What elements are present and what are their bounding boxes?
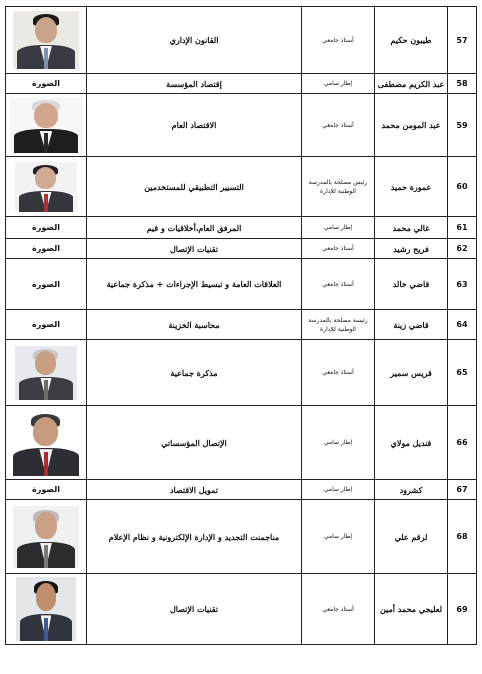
photo-cell	[6, 74, 87, 94]
num-cell	[448, 157, 477, 217]
photo-cell	[6, 310, 87, 340]
table-row	[6, 500, 477, 574]
subject-text: القانون الإداري	[169, 35, 219, 45]
subject-cell	[87, 217, 302, 239]
rank-text: أستاذ جامعي	[322, 36, 354, 44]
subject-cell	[87, 500, 302, 574]
name-cell	[375, 500, 448, 574]
portrait-photo	[16, 577, 76, 641]
photo-placeholder-label: الصورة	[32, 320, 60, 329]
name-cell	[375, 94, 448, 157]
rank-cell	[302, 500, 375, 574]
photo-cell	[6, 259, 87, 310]
photo-placeholder-label: الصورة	[32, 223, 60, 232]
rank-cell	[302, 310, 375, 340]
table-row	[6, 574, 477, 645]
num-cell	[448, 94, 477, 157]
name-text: قريس سمير	[390, 367, 432, 378]
photo-cell	[6, 239, 87, 259]
subject-cell	[87, 74, 302, 94]
subject-text: العلاقات العامة و تبسيط الإجراءات + مذكرة جماعية	[106, 279, 282, 289]
rank-cell	[302, 340, 375, 406]
rank-cell	[302, 94, 375, 157]
name-text: غالي محمد	[392, 222, 430, 233]
rank-text: إطار سامي	[323, 224, 353, 231]
photo-cell	[6, 480, 87, 500]
name-cell	[375, 340, 448, 406]
num-text: 61	[456, 223, 468, 232]
portrait-photo	[13, 506, 79, 568]
name-text: قاضي خالد	[392, 279, 430, 289]
num-text: 66	[456, 438, 468, 447]
num-cell	[448, 480, 477, 500]
rank-cell	[302, 239, 375, 259]
subject-text: تمويل الاقتصاد	[169, 484, 218, 495]
num-cell	[448, 340, 477, 406]
rank-cell	[302, 259, 375, 310]
table-row	[6, 157, 477, 217]
rank-text: إطار سامي	[323, 533, 353, 540]
table-row	[6, 406, 477, 480]
name-text: طيبون حكيم	[390, 35, 432, 45]
rank-text: رئيس مصلحة بالمدرسة الوطنية للإدارة	[308, 178, 368, 195]
num-text: 63	[456, 279, 468, 289]
portrait-photo	[15, 162, 77, 212]
num-text: 62	[456, 244, 468, 253]
subject-text: تقنيات الإتصال	[169, 604, 219, 614]
num-text: 68	[456, 532, 468, 541]
subject-cell	[87, 310, 302, 340]
rank-cell	[302, 574, 375, 645]
table-row	[6, 94, 477, 157]
subject-cell	[87, 7, 302, 74]
num-text: 67	[456, 485, 468, 494]
photo-cell	[6, 7, 87, 74]
table-row	[6, 74, 477, 94]
table-row	[6, 340, 477, 406]
subject-text: الاقتصاد العام	[171, 120, 217, 130]
rank-cell	[302, 74, 375, 94]
name-text: فريح رشيد	[393, 243, 429, 254]
portrait-photo	[10, 97, 82, 153]
rank-text: أستاذ جامعي	[322, 605, 354, 613]
name-cell	[375, 259, 448, 310]
table-row	[6, 310, 477, 340]
photo-placeholder-label: الصورة	[32, 79, 60, 88]
subject-text: تقنيات الإتصال	[169, 243, 219, 254]
num-cell	[448, 574, 477, 645]
rank-text: رئيسة مصلحة بالمدرسة الوطنية للإدارة	[308, 316, 368, 333]
num-text: 58	[456, 79, 468, 88]
subject-cell	[87, 480, 302, 500]
name-text: عمورة حميد	[390, 181, 432, 192]
table-row	[6, 480, 477, 500]
num-cell	[448, 259, 477, 310]
name-text: لرقم علي	[394, 531, 428, 542]
subject-text: الإتصال المؤسساتي	[161, 437, 227, 448]
subject-cell	[87, 406, 302, 480]
subject-cell	[87, 239, 302, 259]
rank-cell	[302, 7, 375, 74]
photo-cell	[6, 340, 87, 406]
photo-cell	[6, 94, 87, 157]
rank-text: أستاذ جامعي	[322, 121, 354, 129]
name-text: لعليجي محمد أمين	[379, 604, 443, 614]
portrait-photo	[9, 410, 83, 476]
subject-text: إقتصاد المؤسسة	[166, 78, 222, 89]
name-cell	[375, 239, 448, 259]
table-row	[6, 259, 477, 310]
photo-placeholder-label: الصورة	[32, 244, 60, 253]
name-text: عبد المومن محمد	[381, 120, 441, 130]
rank-text: أستاذ جامعي	[322, 369, 354, 376]
photo-cell	[6, 217, 87, 239]
num-text: 59	[456, 120, 468, 130]
num-cell	[448, 406, 477, 480]
subject-text: التسيير التطبيقي للمستخدمين	[144, 181, 244, 192]
num-text: 60	[456, 182, 468, 191]
name-text: قنديل مولاي	[390, 437, 432, 448]
subject-cell	[87, 259, 302, 310]
name-cell	[375, 406, 448, 480]
num-cell	[448, 74, 477, 94]
name-cell	[375, 74, 448, 94]
portrait-photo	[15, 346, 77, 400]
photo-cell	[6, 574, 87, 645]
rank-text: أستاذ جامعي	[322, 280, 354, 288]
instructor-table-body	[6, 7, 477, 645]
num-cell	[448, 310, 477, 340]
subject-text: محاسبة الخزينة	[168, 319, 220, 330]
photo-cell	[6, 406, 87, 480]
num-cell	[448, 7, 477, 74]
subject-text: المرفق العام،أخلاقيات و قيم	[146, 222, 242, 233]
rank-cell	[302, 480, 375, 500]
photo-cell	[6, 157, 87, 217]
rank-text: إطار سامي	[323, 80, 353, 87]
name-text: كشرود	[399, 484, 423, 495]
subject-cell	[87, 574, 302, 645]
num-cell	[448, 500, 477, 574]
photo-placeholder-label: الصورة	[32, 279, 60, 289]
name-cell	[375, 574, 448, 645]
rank-text: أستاذ جامعي	[322, 245, 354, 252]
subject-cell	[87, 340, 302, 406]
num-text: 64	[456, 320, 468, 329]
name-text: قاضي زينة	[393, 319, 429, 330]
name-cell	[375, 157, 448, 217]
subject-text: مناجمنت التجديد و الإدارة الإلكترونية و نظام الإعلام	[108, 531, 280, 542]
num-text: 65	[456, 368, 468, 377]
name-cell	[375, 480, 448, 500]
name-text: عبد الكريم مصطفى	[377, 78, 445, 89]
rank-text: إطار سامي	[323, 439, 353, 446]
table-row	[6, 7, 477, 74]
rank-cell	[302, 217, 375, 239]
name-cell	[375, 310, 448, 340]
table-row	[6, 239, 477, 259]
num-text: 69	[456, 604, 468, 614]
name-cell	[375, 217, 448, 239]
num-text: 57	[456, 35, 468, 45]
num-cell	[448, 239, 477, 259]
table-row	[6, 217, 477, 239]
num-cell	[448, 217, 477, 239]
subject-cell	[87, 157, 302, 217]
photo-cell	[6, 500, 87, 574]
instructor-table	[5, 6, 477, 645]
rank-cell	[302, 157, 375, 217]
subject-text: مذكرة جماعية	[170, 367, 218, 378]
photo-placeholder-label: الصورة	[32, 485, 60, 494]
name-cell	[375, 7, 448, 74]
subject-cell	[87, 94, 302, 157]
portrait-photo	[13, 11, 79, 69]
rank-text: إطار سامي	[323, 486, 353, 493]
rank-cell	[302, 406, 375, 480]
